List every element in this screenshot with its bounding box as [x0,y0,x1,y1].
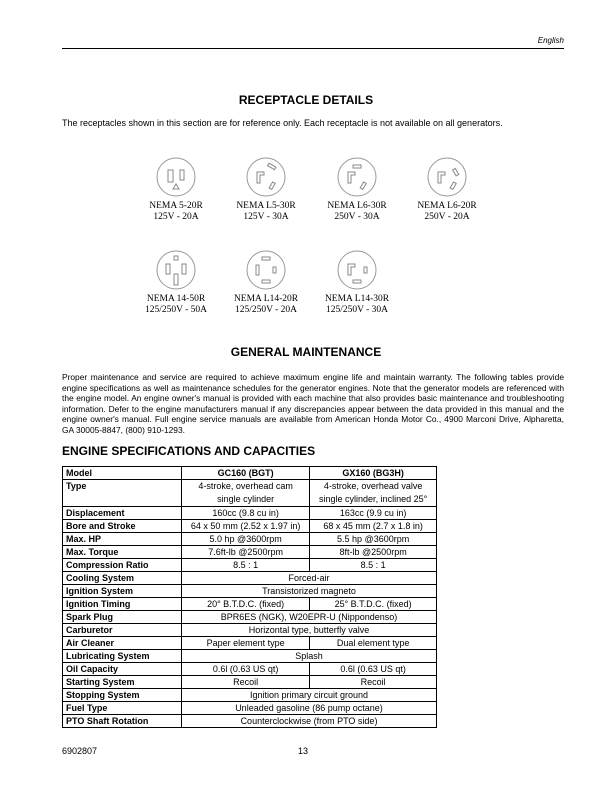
receptacle-icon [246,157,286,197]
spec-value: Horizontal type, butterfly valve [182,624,437,637]
spec-label: Type [63,480,182,507]
spec-value: Counterclockwise (from PTO side) [182,715,437,728]
spec-value-gc160: 4-stroke, overhead cam single cylinder [182,480,310,507]
spec-value: Unleaded gasoline (86 pump octane) [182,702,437,715]
spec-label: Starting System [63,676,182,689]
receptacle-rating: 250V - 20A [424,212,470,222]
receptacle-icon [337,250,377,290]
receptacle-item [221,157,311,223]
spec-value-gx160: 5.5 hp @3600rpm [310,533,437,546]
receptacle-rating: 125V - 20A [153,212,199,222]
spec-value-gx160: 0.6l (0.63 US qt) [310,663,437,676]
table-row [63,572,437,585]
spec-value-gx160: 8ft-lb @2500rpm [310,546,437,559]
spec-label: Cooling System [63,572,182,585]
header-model: Model [63,467,182,480]
spec-value: Forced-air [182,572,437,585]
receptacle-name: NEMA L5-30R [236,201,296,211]
receptacle-name: NEMA 14-50R [146,294,206,304]
table-row [63,507,437,520]
table-row [63,676,437,689]
receptacle-name: NEMA L14-30R [324,294,390,304]
receptacle-icon [427,157,467,197]
receptacle-rating: 250V - 30A [334,212,380,222]
spec-value-gc160: Recoil [182,676,310,689]
receptacle-icon [156,157,196,197]
table-row [63,689,437,702]
spec-label: Ignition System [63,585,182,598]
table-row [63,715,437,728]
table-row [63,702,437,715]
spec-value-gx160: 68 x 45 mm (2.7 x 1.8 in) [310,520,437,533]
header-gc160: GC160 (BGT) [182,467,310,480]
receptacle-icon [156,250,196,290]
spec-value: Splash [182,650,437,663]
table-row [63,650,437,663]
receptacle-details-title: RECEPTACLE DETAILS [238,93,374,107]
spec-value-gx160: Recoil [310,676,437,689]
table-row [63,598,437,611]
spec-value-gc160: Paper element type [182,637,310,650]
spec-value: BPR6ES (NGK), W20EPR-U (Nippondenso) [182,611,437,624]
spec-value-gc160: 20° B.T.D.C. (fixed) [182,598,310,611]
spec-label: PTO Shaft Rotation [63,715,182,728]
receptacle-item [131,250,221,316]
spec-label: Max. HP [63,533,182,546]
receptacle-name: NEMA L6-30R [327,201,387,211]
table-row [63,611,437,624]
header-rule [62,48,564,49]
receptacle-icon [246,250,286,290]
table-row [63,520,437,533]
engine-specs-table [62,466,437,728]
receptacle-item [312,157,402,223]
maintenance-text: Proper maintenance and service are required to achieve maximum engine life and maintain warranty. The following tables provide engine specifications as well as maintenance schedules for the generator engines. Note that the generator models are referenced with the engine model. An engine owner's manual is provided with each machine that also provides basic maintenance and troubleshooting information. Defer to the engine manufacturers manual if any discrepancies appear between the data provided in this manual and the engine owner's manual. Full engine service manuals are available from American Honda Motor Co., 4900 Marconi Drive, Alpharetta, GA 30005-8847, (800) 910-1293. [62,372,564,435]
table-row [63,559,437,572]
receptacle-rating: 125/250V - 20A [234,305,298,315]
spec-label: Bore and Stroke [63,520,182,533]
table-row [63,546,437,559]
receptacle-name: NEMA 5-20R [149,201,203,211]
spec-label: Compression Ratio [63,559,182,572]
spec-value-gx160: 163cc (9.9 cu in) [310,507,437,520]
spec-value: Transistorized magneto [182,585,437,598]
general-maintenance-title: GENERAL MAINTENANCE [230,345,382,359]
spec-value-gx160: 25° B.T.D.C. (fixed) [310,598,437,611]
spec-value-gc160: 160cc (9.8 cu in) [182,507,310,520]
spec-value-gc160: 7.6ft-lb @2500rpm [182,546,310,559]
receptacle-item [402,157,492,223]
receptacle-rating: 125/250V - 50A [144,305,208,315]
table-row [63,637,437,650]
spec-value-gc160: 0.6l (0.63 US qt) [182,663,310,676]
spec-value-gx160: 8.5 : 1 [310,559,437,572]
receptacle-item [221,250,311,316]
language-label: English [537,36,564,45]
spec-label: Spark Plug [63,611,182,624]
receptacle-name: NEMA L6-20R [417,201,477,211]
table-row [63,480,437,507]
spec-label: Lubricating System [63,650,182,663]
receptacle-intro: The receptacles shown in this section are for reference only. Each receptacle is not available on all generators. [62,118,503,128]
spec-label: Carburetor [63,624,182,637]
spec-label: Fuel Type [63,702,182,715]
spec-value-gc160: 8.5 : 1 [182,559,310,572]
table-row [63,624,437,637]
spec-value-gc160: 5.0 hp @3600rpm [182,533,310,546]
receptacle-item [131,157,221,223]
spec-value-gx160: 4-stroke, overhead valve single cylinder, inclined 25° [310,480,437,507]
spec-label: Stopping System [63,689,182,702]
spec-label: Oil Capacity [63,663,182,676]
receptacle-name: NEMA L14-20R [233,294,299,304]
receptacle-rating: 125/250V - 30A [325,305,389,315]
spec-label: Ignition Timing [63,598,182,611]
engine-specs-title: ENGINE SPECIFICATIONS AND CAPACITIES [62,444,316,458]
receptacle-rating: 125V - 30A [243,212,289,222]
spec-label: Max. Torque [63,546,182,559]
table-row [63,663,437,676]
table-row [63,585,437,598]
spec-label: Air Cleaner [63,637,182,650]
document-number: 6902807 [62,746,98,756]
header-gx160: GX160 (BG3H) [310,467,437,480]
spec-value: Ignition primary circuit ground [182,689,437,702]
page-number: 13 [298,746,309,756]
spec-label: Displacement [63,507,182,520]
table-row [63,533,437,546]
receptacle-icon [337,157,377,197]
receptacle-item [312,250,402,316]
spec-value-gx160: Dual element type [310,637,437,650]
spec-value-gc160: 64 x 50 mm (2.52 x 1.97 in) [182,520,310,533]
